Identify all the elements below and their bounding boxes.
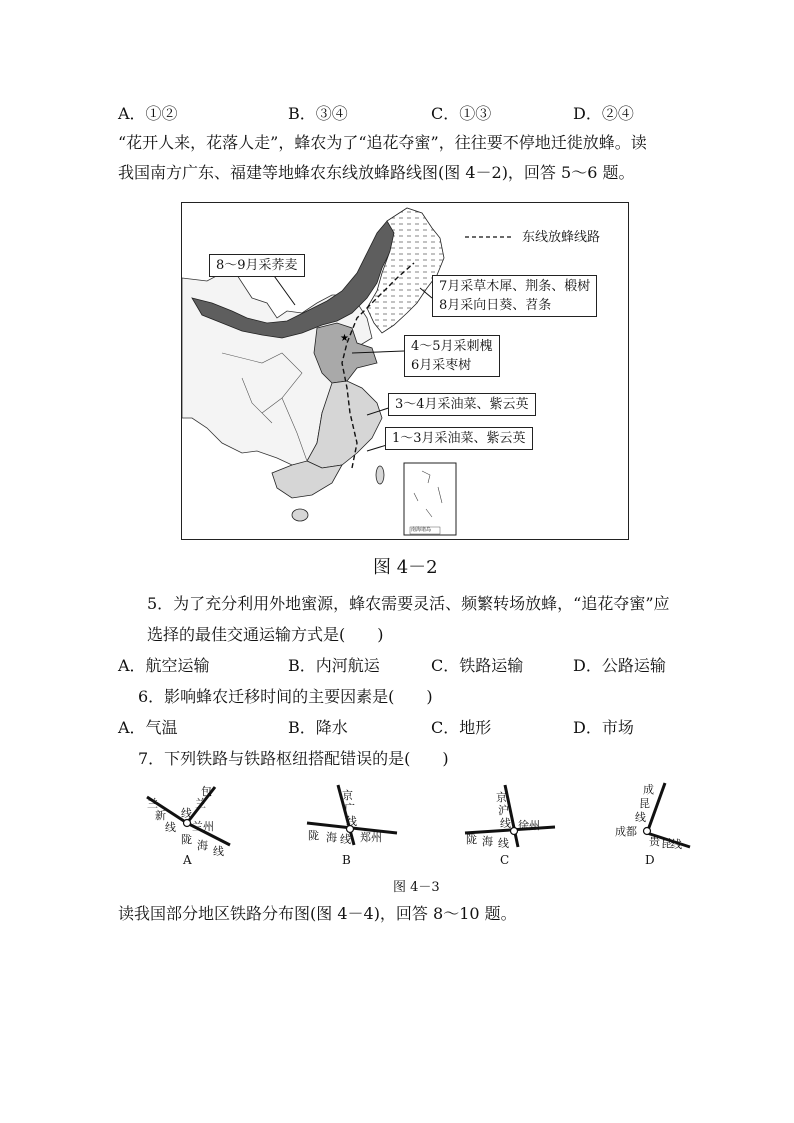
q6-option-b: B．降水 xyxy=(288,718,348,737)
q5-option-b: B．内河航运 xyxy=(288,656,380,675)
rail-b-lines xyxy=(302,775,412,867)
callout-july: 7月采草木犀、荆条、椴树 xyxy=(439,279,591,294)
callout-march-april: 3～4月采油菜、紫云英 xyxy=(388,393,536,416)
rail-a-city: 兰州 xyxy=(192,820,214,833)
map-caption: 图 4－2 xyxy=(373,557,438,578)
q6-option-c: C．地形 xyxy=(431,718,492,737)
q6-stem: 6．影响蜂农迁移时间的主要因素是( ) xyxy=(138,687,433,706)
rail-diagram-d: 成 昆 线 成都 贵 昆 线 D xyxy=(605,775,715,867)
rail-c-lines xyxy=(460,775,570,867)
rail-d-letter: D xyxy=(645,853,655,867)
rail-b-letter: B xyxy=(342,853,351,867)
map-legend: 东线放蜂线路 xyxy=(522,230,601,245)
q6-option-a: A．气温 xyxy=(118,718,178,737)
callout-august: 8月采向日葵、苕条 xyxy=(439,298,552,313)
intro-line-1: “花开人来，花落人走”，蜂农为了“追花夺蜜”，往往要不停地迁徙放蜂。读 xyxy=(118,133,647,152)
rail-d-lines xyxy=(605,775,715,867)
q6-option-d: D．市场 xyxy=(573,718,634,737)
q5-stem-line-1: 5．为了充分利用外地蜜源，蜂农需要灵活、频繁转场放蜂，“追花夺蜜”应 xyxy=(147,594,670,613)
south-region xyxy=(272,461,342,498)
callout-jan-march: 1～3月采油菜、紫云英 xyxy=(385,427,533,450)
callout-april: 4～5月采刺槐 xyxy=(411,339,493,354)
inset-label: 南海诸岛 xyxy=(411,527,432,533)
rail-d-city: 成都 xyxy=(615,825,637,838)
rail-b-city: 郑州 xyxy=(360,831,382,844)
rail-c-letter: C xyxy=(500,853,510,867)
rail-diagram-a: 兰 新 线 包 兰 线 兰州 陇 海 线 A xyxy=(135,775,245,867)
callout-buckwheat: 8～9月采荞麦 xyxy=(209,254,305,277)
q4-option-d: D．②④ xyxy=(573,104,634,123)
rail-caption: 图 4－3 xyxy=(393,880,440,895)
q4-option-b: B．③④ xyxy=(288,104,348,123)
arrow-1 xyxy=(272,273,295,305)
rail-diagram-b: 京 广 线 陇 海 线 郑州 B xyxy=(302,775,412,867)
q5-option-c: C．铁路运输 xyxy=(431,656,524,675)
q5-options xyxy=(118,653,678,675)
south-sea-inset xyxy=(404,463,456,535)
q4-option-c: C．①③ xyxy=(431,104,492,123)
outro-line: 读我国部分地区铁路分布图(图 4－4)，回答 8～10 题。 xyxy=(118,904,517,923)
capital-star-icon: ★ xyxy=(340,333,349,344)
q4-options xyxy=(118,101,678,123)
callout-april-june xyxy=(404,335,500,377)
callout-june: 6月采枣树 xyxy=(411,358,472,373)
q5-option-d: D．公路运输 xyxy=(573,656,666,675)
q4-option-a: A．①② xyxy=(118,104,178,123)
q5-option-a: A．航空运输 xyxy=(118,656,210,675)
hainan-island xyxy=(292,509,308,521)
intro-line-2: 我国南方广东、福建等地蜂农东线放蜂路线图(图 4－2)，回答 5～6 题。 xyxy=(118,163,635,182)
rail-diagram-c: 京 沪 线 徐州 陇 海 线 C xyxy=(460,775,570,867)
rail-a-letter: A xyxy=(183,853,192,867)
beekeeping-route-map xyxy=(181,202,629,540)
rail-c-city: 徐州 xyxy=(518,819,540,832)
taiwan-island xyxy=(376,466,384,484)
q7-stem: 7．下列铁路与铁路枢纽搭配错误的是( ) xyxy=(138,749,449,768)
q5-stem-line-2: 选择的最佳交通运输方式是( ) xyxy=(147,625,384,644)
q6-options xyxy=(118,715,678,737)
callout-july-august xyxy=(432,275,597,317)
